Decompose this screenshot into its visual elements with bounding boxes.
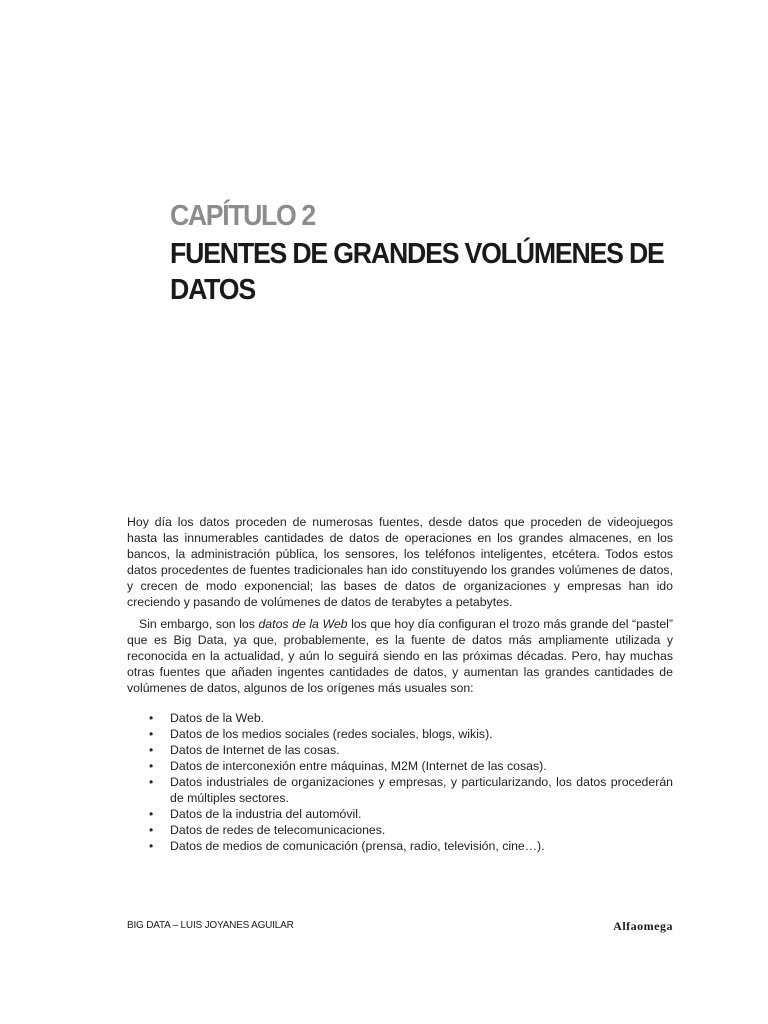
list-item [127, 742, 673, 758]
list-item [127, 806, 673, 822]
list-item-text: Datos industriales de organizaciones y empresas, y particularizando, los datos procederán de múltiples sectores. [170, 775, 673, 805]
body-text [127, 514, 673, 854]
list-item [127, 758, 673, 774]
bullet-icon: • [149, 775, 154, 789]
bullet-icon: • [149, 839, 154, 853]
list-item [127, 710, 673, 726]
list-item-text: Datos de la industria del automóvil. [170, 807, 362, 821]
data-sources-list [127, 710, 673, 854]
list-item [127, 838, 673, 854]
list-item-text: Datos de Internet de las cosas. [170, 743, 340, 757]
list-item [127, 774, 673, 806]
list-item-text: Datos de medios de comunicación (prensa, radio, televisión, cine…). [170, 839, 545, 853]
list-item [127, 822, 673, 838]
bullet-icon: • [149, 727, 154, 741]
list-item-text: Datos de redes de telecomunicaciones. [170, 823, 386, 837]
paragraph-web-data-end: los que hoy día configuran el trozo más grande del “pastel” que es Big Data, ya que, probablemente, es la fuente de datos más ampliamente utilizada y reconocida en la actualidad, y aún lo seguirá siendo en las próximas décadas. Pero, hay muchas otras fuentes que añaden ingentes cantidades de datos, y aumentan las grandes cantidades de volúmenes de datos, algunos de los orígenes más usuales son: [127, 617, 673, 695]
bullet-icon: • [149, 759, 154, 773]
chapter-number: CAPÍTULO 2 [170, 200, 315, 232]
paragraph-web-data [127, 616, 673, 696]
footer-book-title: BIG DATA – LUIS JOYANES AGUILAR [127, 920, 294, 931]
chapter-title: FUENTES DE GRANDES VOLÚMENES DE DATOS [170, 238, 664, 306]
bullet-icon: • [149, 743, 154, 757]
paragraph-web-data-emphasis: datos de la Web [258, 617, 348, 631]
paragraph-web-data-start: Sin embargo, son los [139, 617, 259, 631]
footer-publisher: Alfaomega [613, 919, 673, 933]
list-item-text: Datos de la Web. [170, 711, 265, 725]
bullet-icon: • [149, 823, 154, 837]
bullet-icon: • [149, 807, 154, 821]
list-item-text: Datos de los medios sociales (redes sociales, blogs, wikis). [170, 727, 493, 741]
paragraph-intro: Hoy día los datos proceden de numerosas fuentes, desde datos que proceden de videojuegos hasta las innumerables cantidades de datos de operaciones en los grandes almacenes, en los bancos, la administración pública, los sensores, los teléfonos inteligentes, etcétera. Todos estos datos procedentes de fuentes tradicionales han ido constituyendo los grandes volúmenes de datos, y crecen de modo exponencial; las bases de datos de organizaciones y empresas han ido creciendo y pasando de volúmenes de datos de terabytes a petabytes. [127, 515, 673, 609]
list-item-text: Datos de interconexión entre máquinas, M2M (Internet de las cosas). [170, 759, 547, 773]
list-item [127, 726, 673, 742]
bullet-icon: • [149, 711, 154, 725]
